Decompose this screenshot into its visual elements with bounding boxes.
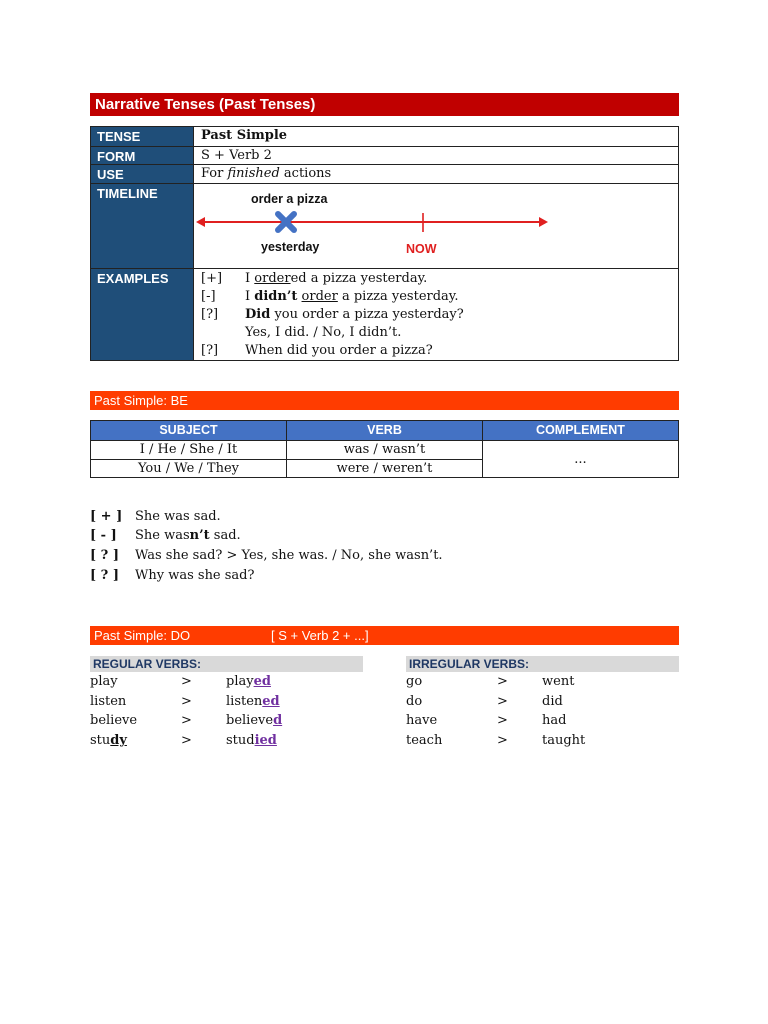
regular-verbs-header: REGULAR VERBS: [90,656,363,672]
be-verb-1: was / wasn’t [287,440,483,459]
regular-ending-3: d [273,713,283,728]
form-label: FORM [91,147,194,164]
example-positive [201,271,427,286]
irregular-base-2: do [406,694,423,709]
question2-mark: [?] [201,343,219,358]
timeline-now: NOW [406,242,437,256]
timeline-row [91,184,678,269]
use-emphasis: finished [227,166,280,181]
use-prefix: For [201,166,224,181]
be-mark-1: [ + ] [90,509,123,524]
be-subject-1: I / He / She / It [91,440,287,459]
example-answer [201,325,401,340]
regular-past-1 [226,674,271,689]
regular-ending-2: ed [262,694,280,709]
be-table [90,420,679,478]
regular-verbs-list [90,674,370,754]
irregular-past-2: did [542,694,563,709]
regular-base-4-y: dy [110,733,127,748]
use-suffix: actions [283,166,332,181]
irregular-past-3: had [542,713,567,728]
regular-stem-3: believe [226,713,274,728]
be-mark-2: [ - ] [90,528,117,543]
q-aux: Did [245,307,271,322]
timeline-right-arrow [539,217,548,227]
irregular-arrow-4: > [497,733,508,748]
be-example-wh-question [90,568,254,583]
tense-value: Past Simple [201,128,288,143]
be-verb-2: were / weren’t [287,459,483,477]
use-value [194,165,678,183]
example-question [201,307,464,322]
form-value: S + Verb 2 [201,148,272,163]
examples-cell [194,269,678,360]
page-title: Narrative Tenses (Past Tenses) [90,93,679,116]
neg-subject: I [245,289,251,304]
tense-row [91,127,678,147]
regular-stem-2: listen [226,694,263,709]
pos-rest: ed a pizza yesterday. [290,271,428,286]
be-text-4: Why was she sad? [135,568,255,583]
regular-base-4-stem: stu [90,733,111,748]
regular-arrow-4: > [181,733,192,748]
regular-past-2 [226,694,280,709]
timeline-left-arrow [196,217,205,227]
be-text-2a: She was [135,528,190,543]
timeline-cell [194,184,678,268]
regular-arrow-3: > [181,713,192,728]
example-negative [201,289,459,304]
timeline-label: TIMELINE [91,184,194,268]
do-section-bar [90,626,679,645]
irregular-arrow-3: > [497,713,508,728]
regular-arrow-1: > [181,674,192,689]
irregular-arrow-2: > [497,694,508,709]
be-example-negative [90,528,241,543]
irregular-past-4: taught [542,733,586,748]
q2-text: When did you order a pizza? [245,343,433,358]
timeline-when: yesterday [261,240,320,254]
negative-mark: [-] [201,289,216,304]
regular-ending-1: ed [253,674,271,689]
be-text-1: She was sad. [135,509,221,524]
be-header-verb: VERB [287,421,483,440]
be-text-3: Was she sad? > Yes, she was. / No, she wasn’t. [135,548,443,563]
regular-past-3 [226,713,282,728]
question-mark: [?] [201,307,219,322]
irregular-arrow-1: > [497,674,508,689]
regular-ending-4: ied [254,733,277,748]
q-rest: you order a pizza yesterday? [274,307,464,322]
be-header-subject: SUBJECT [91,421,287,440]
tense-table [90,126,679,361]
form-row [91,147,678,165]
be-example-question [90,548,443,563]
examples-label: EXAMPLES [91,269,194,360]
be-text-2c: sad. [209,528,241,543]
be-mark-3: [ ? ] [90,548,119,563]
be-header-complement: COMPLEMENT [483,421,678,440]
pos-subject: I [245,271,251,286]
irregular-base-4: teach [406,733,443,748]
regular-stem-1: play [226,674,254,689]
do-formula: [ S + Verb 2 + ...] [271,628,369,643]
regular-arrow-2: > [181,694,192,709]
use-label: USE [91,165,194,183]
irregular-verbs-list [406,674,679,754]
irregular-past-1: went [542,674,575,689]
be-example-positive [90,509,221,524]
regular-stem-4: stud [226,733,255,748]
irregular-base-3: have [406,713,438,728]
timeline-graphic [194,208,678,238]
regular-base-2: listen [90,694,127,709]
be-complement: ... [483,440,678,477]
be-section-bar: Past Simple: BE [90,391,679,410]
neg-verb: order [301,289,338,304]
irregular-verbs-header: IRREGULAR VERBS: [406,656,679,672]
irregular-base-1: go [406,674,423,689]
examples-row [91,269,678,360]
neg-rest: a pizza yesterday. [341,289,459,304]
answer-text: Yes, I did. / No, I didn’t. [245,325,402,340]
regular-base-4 [90,733,127,748]
regular-base-1: play [90,674,118,689]
regular-past-4 [226,733,277,748]
use-row [91,165,678,184]
be-text-2b: n’t [189,528,210,543]
pos-verb: order [254,271,291,286]
neg-aux: didn’t [254,289,298,304]
positive-mark: [+] [201,271,223,286]
be-mark-4: [ ? ] [90,568,119,583]
do-bar-title: Past Simple: DO [94,628,191,643]
example-wh-question [201,343,433,358]
timeline-event: order a pizza [251,192,328,206]
tense-label: TENSE [91,127,194,146]
regular-base-3: believe [90,713,138,728]
be-subject-2: You / We / They [91,459,287,477]
